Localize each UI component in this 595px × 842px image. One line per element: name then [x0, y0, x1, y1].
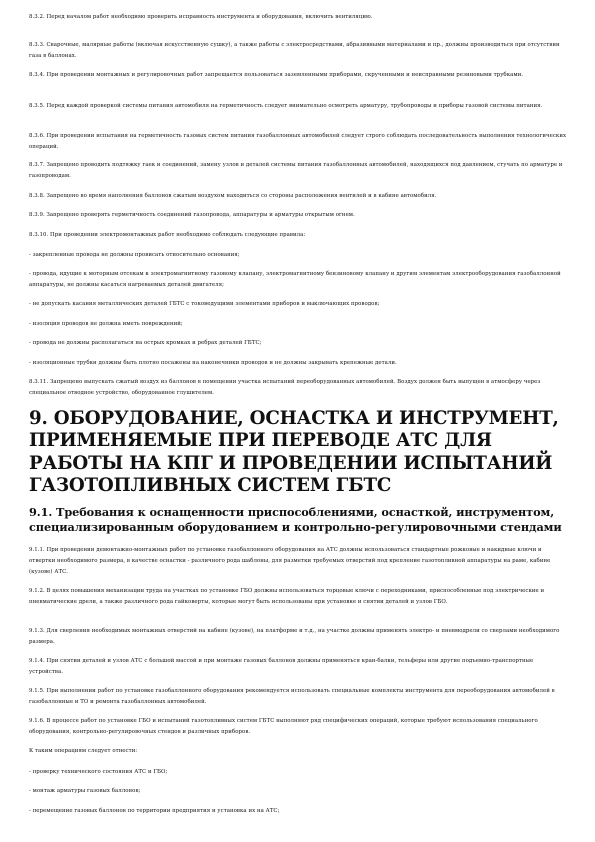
list-item: - проверку технического состояния АТС и ГБО;: [29, 769, 168, 775]
paragraph-8-3-8: 8.3.8. Запрещено во время наполнения баллонов сжатым воздухом находиться со стороны расположения вентилей и в кабине автомобиля.: [29, 193, 437, 199]
paragraph-8-3-3: 8.3.3. Сварочные, малярные работы (включая искусственную сушку), а также работы с электросредствами, абразивными материалами и пр., должны производиться при отсутствии газа в баллонах.: [29, 42, 562, 59]
paragraph-9-1-2: 9.1.2. В целях повышения механизации труда на участках по установке ГБО должны использоваться торцовые ключи с переходниками, приспособленные под электрические и пневматические дрели, а также различного рода гайковерты, которые могут быть использованы при установке и снятии деталей и узлов ГБО.: [29, 588, 546, 605]
paragraph-9-1-1: 9.1.1. При проведении демонтажно-монтажных работ по установке газобаллонного оборудования на АТС должны использоваться стандартные рожковые и накидные ключи и отвертки необходимого размера, в качестве оснастки - различного рода шаблоны, для разметки требуемых отверстий под крепление газотопливной аппаратуры на раме, кабине (кузове) АТС.: [29, 547, 553, 575]
list-item: - изоляционные трубки должны быть плотно посажены на наконечники проводов и не должны закрывать крепежные детали.: [29, 360, 397, 366]
paragraph-8-3-4: 8.3.4. При проведении монтажных и регулировочных работ запрещается пользоваться заземленными приборами, скрученными и неисправными резиновыми трубками.: [29, 72, 524, 78]
section-9-1-heading: 9.1. Требования к оснащенности приспособлениями, оснасткой, инструментом, специализированным оборудованием и контрольно-регулировочными стендами: [29, 505, 562, 534]
paragraph-8-3-5: 8.3.5. Перед каждой проверкой системы питания автомобиля на герметичность следует внимательно осмотреть арматуру, трубопроводы и приборы газовой системы питания.: [29, 103, 543, 109]
paragraph-8-3-10: 8.3.10. При проведении электромонтажных работ необходимо соблюдать следующие правила:: [29, 232, 306, 238]
paragraph-8-3-11: 8.3.11. Запрещено выпускать сжатый воздух из баллонов в помещении участка испытаний переоборудованных автомобилей. Воздух должен быть выпущен в атмосферу через специальное отводное устройство, оборудованное глушителем.: [29, 379, 543, 396]
list-item: - перемещение газовых баллонов по территории предприятия и установка их на АТС;: [29, 808, 280, 814]
paragraph-8-3-9: 8.3.9. Запрещено проверять герметичность соединений газопровода, аппаратуры и арматуры открытым огнем.: [29, 212, 355, 218]
list-item: - провода не должны располагаться на острых кромках и ребрах деталей ГБТС;: [29, 340, 262, 346]
list-item: - изоляция проводов не должна иметь повреждений;: [29, 321, 183, 327]
paragraph-9-1-6: 9.1.6. В процессе работ по установке ГБО и испытаний газотопливных систем ГБТС выполняют ряд специфических операций, которые требуют использования специального оборудования, контрольно-регулировочных стендов и различных приборов.: [29, 718, 540, 735]
paragraph-8-3-7: 8.3.7. Запрещено проводить подтяжку гаек и соединений, замену узлов и деталей системы питания газобаллонных автомобилей, находящихся под давлением, стучать по арматуре и газопроводам.: [29, 162, 565, 179]
paragraph-9-1-5: 9.1.5. При выполнении работ по установке газобаллонного оборудования рекомендуется использовать специальные комплекты инструмента для переоборудования автомобилей в газобаллонные и ТО и ремонта газобаллонных автомобилей.: [29, 688, 557, 705]
paragraph-9-1-4: 9.1.4. При снятии деталей и узлов АТС с большой массой и при монтаже газовых баллонов должны применяться кран-балки, тельферы или другие подъемно-транспортные устройства.: [29, 658, 536, 675]
paragraph-9-1-3: 9.1.3. Для сверления необходимых монтажных отверстий на кабине (кузове), на платформе и т.д., на участке должны применять электро- и пневмодрели со сверлами необходимого размера.: [29, 628, 562, 645]
paragraph-8-3-2: 8.3.2. Перед началом работ необходимо проверить исправность инструмента и оборудования, включить вентиляцию.: [29, 14, 373, 20]
list-item: - провода, идущие к моторным отсекам к электромагнитному газовому клапану, электромагнитному бензиновому клапану и другим элементам электрооборудования газобаллонной аппаратуры, не должны касаться нагреваемых деталей двигателя;: [29, 271, 563, 288]
list-item: - не допускать касания металлических деталей ГБТС с токоведущими элементами приборов и выключающих проводов;: [29, 301, 380, 307]
list-item: - закрепленные провода не должны провисать относительно основания;: [29, 252, 240, 258]
list-intro: К таким операциям следует отнести:: [29, 748, 138, 754]
paragraph-8-3-6: 8.3.6. При проведении испытания на герметичность газовых систем питания газобаллонных автомобилей следует строго соблюдать последовательность выполнения технологических операций.: [29, 133, 568, 150]
list-item: - монтаж арматуры газовых баллонов;: [29, 788, 141, 794]
section-9-heading: 9. ОБОРУДОВАНИЕ, ОСНАСТКА И ИНСТРУМЕНТ, ПРИМЕНЯЕМЫЕ ПРИ ПЕРЕВОДЕ АТС ДЛЯ РАБОТЫ НА КПГ И ПРОВЕДЕНИИ ИСПЫТАНИЙ ГАЗОТОПЛИВНЫХ СИСТЕМ ГБТС: [29, 408, 559, 496]
